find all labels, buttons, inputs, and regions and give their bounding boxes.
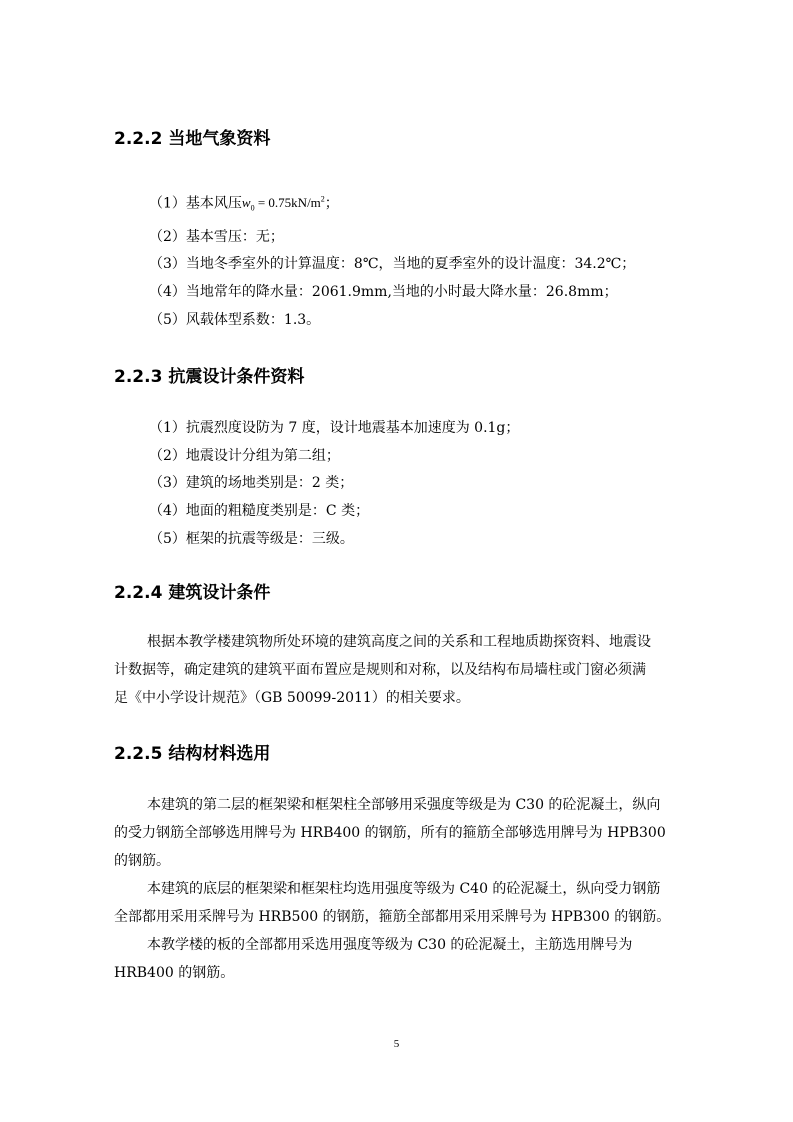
climate-item: （3）当地冬季室外的计算温度：8℃，当地的夏季室外的设计温度：34.2℃； (149, 256, 636, 272)
paragraph-line: 根据本教学楼建筑物所处环境的建筑高度之间的关系和工程地质勘探资料、地震设 (147, 634, 651, 650)
paragraph-line: 的受力钢筋全部够选用牌号为 HRB400 的钢筋，所有的箍筋全部够选用牌号为 HPB300 (114, 825, 666, 841)
climate-item: （5）风载体型系数：1.3。 (149, 312, 321, 328)
paragraph-line: 的钢筋。 (114, 853, 170, 869)
section-heading-2-2-5: 2.2.5 结构材料选用 (114, 744, 271, 764)
climate-item: （2）基本雪压：无； (149, 229, 284, 245)
formula-superscript: 2 (320, 195, 325, 204)
section-heading-2-2-2: 2.2.2 当地气象资料 (114, 129, 271, 149)
page-number: 5 (393, 1038, 400, 1050)
section-heading-2-2-4: 2.2.4 建筑设计条件 (114, 583, 271, 603)
paragraph-line: HRB400 的钢筋。 (114, 965, 235, 981)
paragraph-line: 全部都用采用采牌号为 HRB500 的钢筋，箍筋全部都用采用采牌号为 HPB300 的钢筋。 (114, 909, 671, 925)
formula-value: = 0.75kN/m (254, 195, 321, 211)
paragraph-line: 本教学楼的板的全部都用采选用强度等级为 C30 的砼泥凝土，主筋选用牌号为 (147, 937, 633, 953)
wind-pressure-label: （1）基本风压 (149, 195, 242, 212)
seismic-item: （2）地震设计分组为第二组； (149, 448, 340, 464)
section-heading-2-2-3: 2.2.3 抗震设计条件资料 (114, 367, 305, 387)
paragraph-line: 本建筑的底层的框架梁和框架柱均选用强度等级为 C40 的砼泥凝土，纵向受力钢筋 (147, 881, 661, 897)
formula-variable: w (241, 195, 251, 211)
wind-pressure-end: ； (324, 195, 339, 212)
climate-item: （4）当地常年的降水量：2061.9mm,当地的小时最大降水量：26.8mm； (149, 284, 618, 300)
paragraph-line: 本建筑的第二层的框架梁和框架柱全部够用采强度等级是为 C30 的砼泥凝土，纵向 (147, 797, 661, 813)
seismic-item: （5）框架的抗震等级是：三级。 (149, 531, 354, 547)
formula-subscript: 0 (250, 203, 255, 213)
seismic-item: （4）地面的粗糙度类别是：C 类； (149, 503, 370, 519)
paragraph-line: 足《中小学设计规范》（GB 50099-2011）的相关要求。 (114, 690, 470, 706)
wind-pressure-formula (241, 195, 325, 213)
seismic-item: （1）抗震烈度设防为 7 度，设计地震基本加速度为 0.1g； (149, 420, 520, 436)
wind-pressure-item (149, 190, 339, 219)
paragraph-line: 计数据等，确定建筑的建筑平面布置应是规则和对称，以及结构布局墙柱或门窗必须满 (114, 662, 646, 678)
seismic-item: （3）建筑的场地类别是：2 类； (149, 475, 354, 491)
